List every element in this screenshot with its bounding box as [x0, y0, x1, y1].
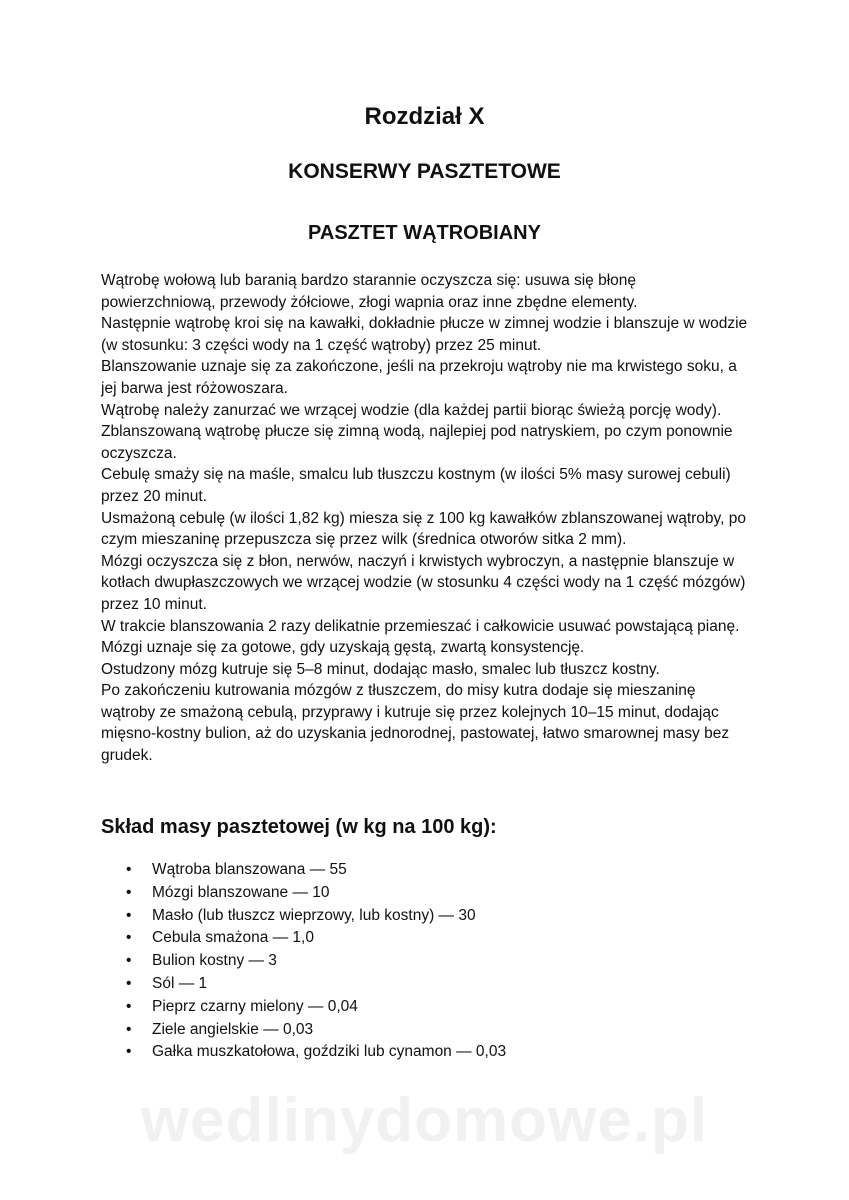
watermark: wedlinydomowe.pl [140, 1086, 709, 1155]
composition-heading: Skład masy pasztetowej (w kg na 100 kg): [101, 816, 497, 838]
bullet-icon: • [126, 974, 132, 992]
ingredient-text: Gałka muszkatołowa, goździki lub cynamon — 0,03 [152, 1043, 507, 1061]
bullet-icon: • [126, 906, 132, 924]
ingredient-text: Bulion kostny — 3 [152, 952, 277, 970]
ingredient-text: Ziele angielskie — 0,03 [152, 1020, 314, 1038]
instruction-paragraph: Mózgi oczyszcza się z błon, nerwów, naczyń i krwistych wybroczyn, a następnie blanszuje w kotłach dwupłaszczowych we wrzącej wodzie (w stosunku 4 części wody na 1 część mózgów) przez 10 minut. [101, 552, 746, 613]
bullet-icon: • [126, 997, 132, 1015]
bullet-icon: • [126, 861, 132, 878]
instruction-paragraph: Wątrobę wołową lub baranią bardzo starannie oczyszcza się: usuwa się błonę powierzchniową, przewody żółciowe, złogi wapnia oraz inne zbędne elementy. [101, 272, 638, 311]
bullet-icon: • [126, 883, 132, 901]
list-item [101, 859, 751, 882]
list-item [101, 996, 751, 1019]
recipe-title: PASZTET WĄTROBIANY [308, 222, 541, 244]
instruction-paragraph: Po zakończeniu kutrowania mózgów z tłuszczem, do misy kutra dodaje się mieszaninę wątroby ze smażoną cebulą, przyprawy i kutruje się przez kolejnych 10–15 minut, dodając mięsno-kostny bulion, aż do uzyskania jednorodnej, pastowatej, łatwo smarownej masy bez grudek. [101, 682, 730, 765]
list-item [101, 882, 751, 905]
instruction-paragraph: Mózgi uznaje się za gotowe, gdy uzyskają gęstą, zwartą konsystencję. [101, 639, 585, 657]
ingredient-text: Wątroba blanszowana — 55 [152, 861, 347, 878]
ingredient-list [101, 859, 751, 1064]
ingredient-text: Sól — 1 [152, 974, 208, 992]
list-item [101, 927, 751, 950]
instruction-paragraph: Wątrobę należy zanurzać we wrzącej wodzie (dla każdej partii biorąc świeżą porcję wody). [101, 401, 722, 419]
instruction-paragraph: W trakcie blanszowania 2 razy delikatnie przemieszać i całkowicie usuwać powstającą pianę. [101, 617, 740, 635]
list-item [101, 1019, 751, 1042]
ingredient-text: Mózgi blanszowane — 10 [152, 883, 330, 901]
instruction-paragraph: Ostudzony mózg kutruje się 5–8 minut, dodając masło, smalec lub tłuszcz kostny. [101, 660, 660, 678]
chapter-heading: Rozdział X [364, 103, 485, 130]
instruction-paragraph: Usmażoną cebulę (w ilości 1,82 kg) miesza się z 100 kg kawałków zblanszowanej wątroby, po czym mieszaninę przepuszcza się przez wilk (średnica otworów sitka 2 mm). [101, 509, 746, 549]
instruction-paragraph: Blanszowanie uznaje się za zakończone, jeśli na przekroju wątroby nie ma krwistego soku, a jej barwa jest różowoszara. [101, 358, 737, 397]
instruction-paragraph: Zblanszowaną wątrobę płucze się zimną wodą, najlepiej pod natryskiem, po czym ponownie oczyszcza. [101, 423, 733, 462]
list-item [101, 950, 751, 973]
bullet-icon: • [126, 952, 132, 970]
bullet-icon: • [126, 929, 132, 947]
ingredient-text: Pieprz czarny mielony — 0,04 [152, 997, 358, 1015]
list-item [101, 1041, 751, 1064]
list-item [101, 973, 751, 996]
instruction-paragraph: Następnie wątrobę kroi się na kawałki, dokładnie płucze w zimnej wodzie i blanszuje w wodzie (w stosunku: 3 części wody na 1 część wątroby) przez 25 minut. [101, 315, 748, 354]
instruction-paragraph: Cebulę smaży się na maśle, smalcu lub tłuszczu kostnym (w ilości 5% masy surowej cebuli) przez 20 minut. [101, 466, 731, 505]
bullet-icon: • [126, 1043, 132, 1061]
list-item [101, 905, 751, 928]
section-title: KONSERWY PASZTETOWE [288, 160, 561, 183]
ingredient-text: Cebula smażona — 1,0 [152, 929, 314, 947]
bullet-icon: • [126, 1020, 132, 1038]
ingredient-text: Masło (lub tłuszcz wieprzowy, lub kostny) — 30 [152, 906, 476, 924]
recipe-instructions [101, 270, 751, 767]
